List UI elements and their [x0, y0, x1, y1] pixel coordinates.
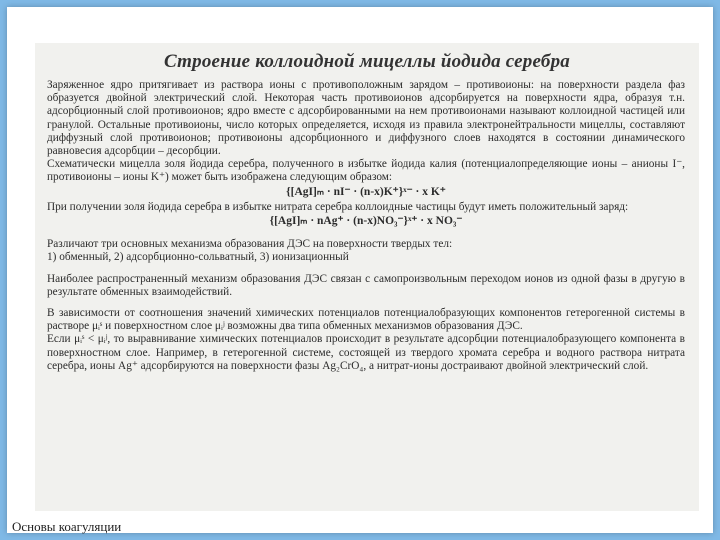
paragraph-mechanisms: Различают три основных механизма образования ДЭС на поверхности твердых тел: — [47, 238, 453, 251]
slide — [7, 7, 713, 533]
page-body — [35, 79, 699, 373]
paragraph-exchange-mechanism: Наиболее распространенный механизм образования ДЭС связан с самопроизвольным переходом ионов из одной фазы в другую в результате обменных взаимодействий. — [47, 272, 685, 298]
formula-ki-excess: {[AgI]ₘ · nI⁻ · (n-x)K⁺}ˣ⁻ · x K⁺ — [286, 185, 446, 198]
paragraph-double-layer: Заряженное ядро притягивает из раствора ионы с противоположным зарядом – противоионы: на поверхности раздела фаз образуется двойной электрический слой. Некоторая часть противоионов адсорбируется на поверхности ядра, образуя т.н. адсорбционный слой противоионов; ядро вместе с адсорбированными на нем противоионами называют коллоидной частицей или гранулой. Остальные противоионы, число которых определяется, исходя из правила электронейтральности мицеллы, составляют диффузный слой противоионов; противоионы адсорбционного и диффузного слоев находятся в состоянии динамического равновесия адсорбции – десорбции. — [47, 79, 685, 158]
paragraph-chemical-potentials: В зависимости от соотношения значений химических потенциалов потенциалобразующих компонентов гетерогенной системы в растворе μᵢˢ и поверхностном слое μᵢʲ возможны два типа обменных механизмов образования ДЭС. — [47, 307, 685, 333]
paragraph-mechanism-list: 1) обменный, 2) адсорбционно-сольватный, 3) ионизационный — [47, 251, 349, 264]
paragraph-adsorption-example: Если μᵢˢ < μᵢʲ, то выравнивание химических потенциалов происходит в результате адсорбции потенциалобразующего компонента в поверхностном слое. Например, в гетерогенной системе, состоящей из твердого хромата серебра и водного раствора нитрата серебра, ионы Ag⁺ адсорбируются на поверхности фазы Ag₂CrO₄, а нитрат-ионы достраивают двойной электрический слой. — [47, 333, 685, 372]
paragraph-agno3-excess: При получении золя йодида серебра в избытке нитрата серебра коллоидные частицы будут иметь положительный заряд: — [47, 200, 629, 213]
formula-agno3-excess: {[AgI]ₘ · nAg⁺ · (n-x)NO₃⁻}ˣ⁺ · x NO₃⁻ — [269, 215, 463, 228]
paragraph-micelle-scheme: Схематически мицелла золя йодида серебра, полученного в избытке йодида калия (потенциалопределяющие ионы – анионы I⁻, противоионы – ионы K⁺) может быть изображена следующим образом: — [47, 158, 685, 184]
page-title: Строение коллоидной мицеллы йодида серебра — [164, 51, 570, 72]
slide-footer: Основы коагуляции — [12, 519, 122, 534]
scanned-page — [35, 43, 699, 511]
